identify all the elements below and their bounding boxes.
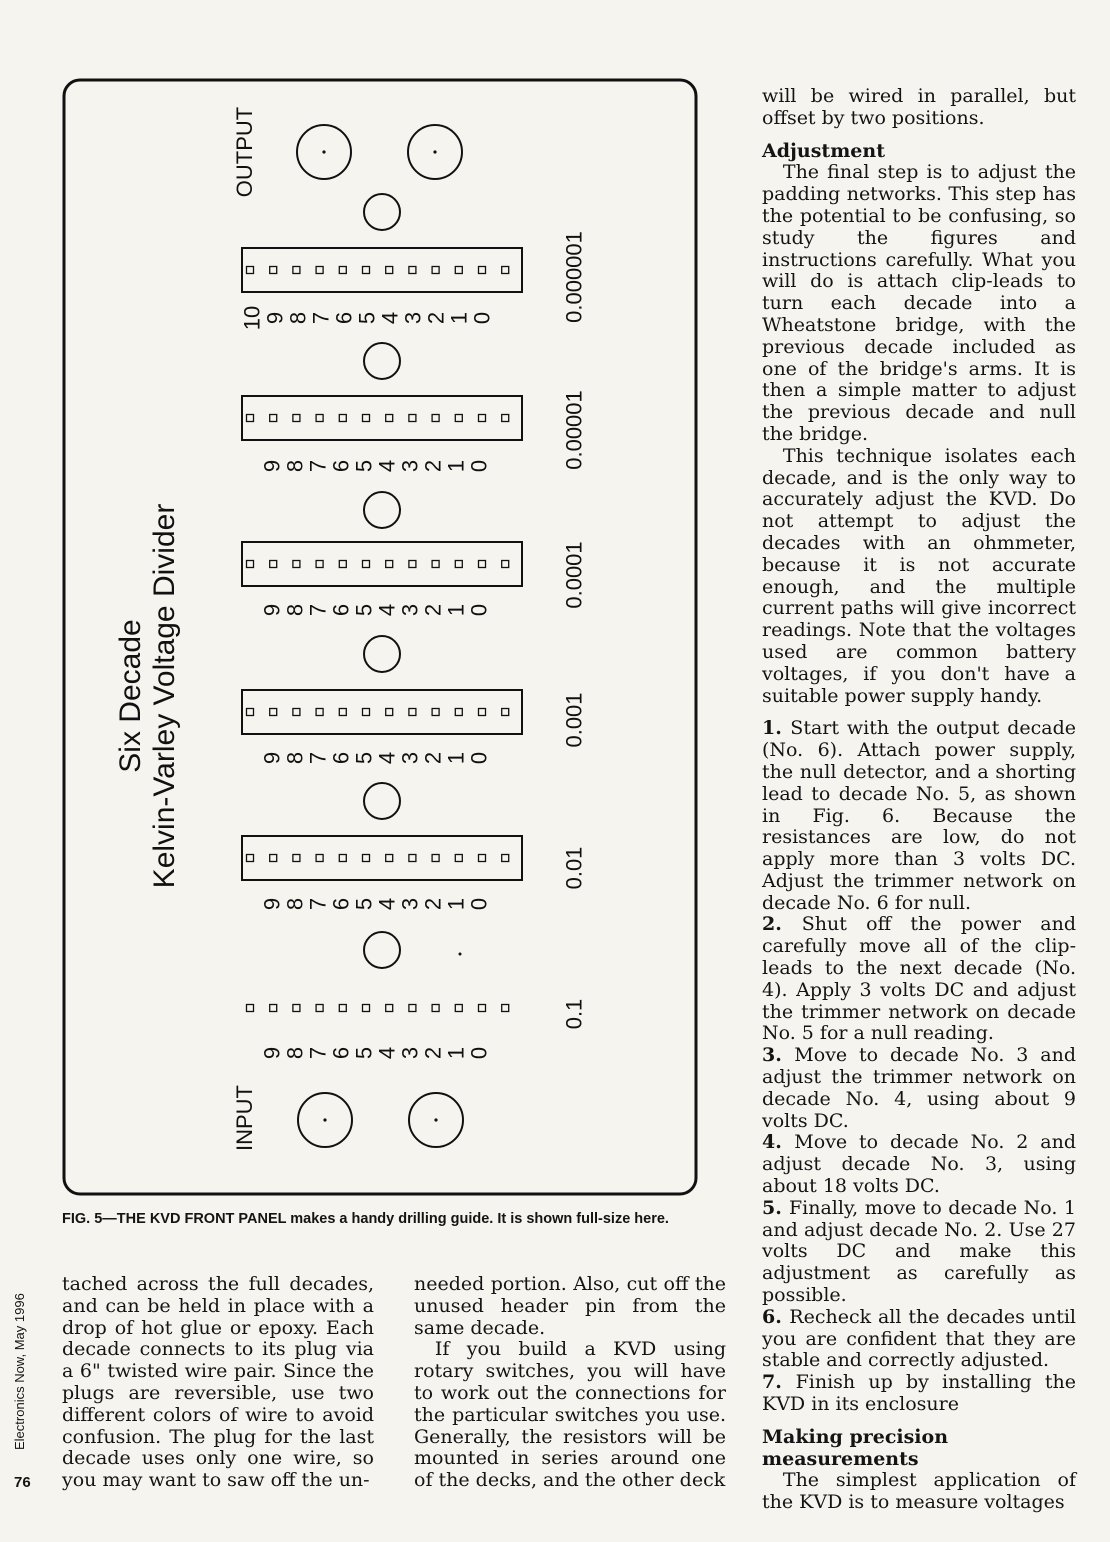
- header-pin: [363, 1005, 370, 1012]
- step-text: Finish up by installing the KVD in its enclosure: [762, 1371, 1076, 1416]
- header-pin: [339, 561, 346, 568]
- dial-number: 3: [400, 311, 426, 325]
- header-pin: [316, 1005, 323, 1012]
- dial-number: 1: [443, 603, 469, 617]
- dial-number: 1: [443, 751, 469, 765]
- header-pin: [432, 709, 439, 716]
- header-pin: [247, 855, 254, 862]
- dial-number: 9: [259, 603, 285, 617]
- dial-number: 2: [420, 1046, 446, 1060]
- dial-number: 8: [282, 897, 308, 911]
- header-pin: [247, 415, 254, 422]
- dial-number: 7: [305, 1046, 331, 1060]
- decade-labels: [562, 231, 587, 1029]
- dial-number: 7: [308, 311, 334, 325]
- header-pin: [409, 267, 416, 274]
- header-pin: [270, 1005, 277, 1012]
- dial-number: 7: [305, 897, 331, 911]
- dial-number: 1: [443, 897, 469, 911]
- dial-number: 8: [282, 603, 308, 617]
- header-pin: [363, 561, 370, 568]
- header-pin: [386, 267, 393, 274]
- header-pin: [316, 709, 323, 716]
- dial-number: 2: [420, 897, 446, 911]
- dial-number: 7: [305, 751, 331, 765]
- header-pin: [293, 709, 300, 716]
- header-pin: [455, 267, 462, 274]
- step-text: Finally, move to decade No. 1 and adjust decade No. 2. Use 27 volts DC and make this adjustment as carefully as possible.: [762, 1196, 1077, 1307]
- dial-number: 0: [466, 897, 492, 911]
- header-pin: [270, 855, 277, 862]
- panel-title-line2: Kelvin-Varley Voltage Divider: [148, 503, 181, 889]
- dial-number: 4: [374, 751, 400, 765]
- header-pin: [409, 709, 416, 716]
- header-pin: [386, 855, 393, 862]
- dial-number: 1: [446, 311, 472, 325]
- header-pin: [409, 415, 416, 422]
- dial-number: 8: [282, 459, 308, 473]
- header-pin: [432, 1005, 439, 1012]
- header-pin: [316, 415, 323, 422]
- header-pin: [455, 855, 462, 862]
- header-pin: [363, 415, 370, 422]
- dial-number: 8: [282, 1046, 308, 1060]
- output-jack-left: [297, 125, 351, 179]
- adjustment-step: [762, 1198, 1076, 1307]
- header-pin: [247, 267, 254, 274]
- front-panel-figure: [62, 78, 698, 1196]
- column-3: [762, 86, 1076, 1514]
- col1-paragraph: tached across the full decades, and can be held in place with a drop of hot glue or epoxy. Each decade connects to its plug via a 6" twisted wire pair. Since the plugs are reversible, use two different colors of wire to avoid confusion. The plug for the last decade uses only one wire, so you may want to saw off the un-: [62, 1273, 374, 1492]
- dial-number: 5: [351, 1046, 377, 1060]
- header-pin: [339, 1005, 346, 1012]
- col3-paragraph-3: The simplest application of the KVD is to measure voltages: [762, 1469, 1076, 1514]
- dial-number: 6: [328, 1046, 354, 1060]
- header-pin: [293, 267, 300, 274]
- decade-value-label: 0.0001: [561, 541, 587, 609]
- adjustment-step: [762, 1045, 1076, 1132]
- header-strip-2: [242, 836, 522, 880]
- dial-numbers: [240, 306, 495, 1059]
- dial-number: 0: [466, 751, 492, 765]
- decade-hole: [364, 194, 400, 230]
- dial-number: 4: [377, 311, 403, 325]
- step-number: 5.: [762, 1196, 789, 1219]
- dial-number: 3: [397, 751, 423, 765]
- step-text: Recheck all the decades until you are confident that they are stable and correctly adjusted.: [762, 1305, 1076, 1372]
- header-pin: [409, 561, 416, 568]
- decade-hole: [364, 783, 400, 819]
- col2-paragraph-2: If you build a KVD using rotary switches, you will have to work out the connections for the particular switches you use. Generally, the resistors will be mounted in series around one of the decks, and the other deck: [414, 1338, 726, 1492]
- adjustment-step: [762, 718, 1076, 914]
- decade-hole: [364, 492, 400, 528]
- header-pin: [386, 415, 393, 422]
- col3-paragraph-0: will be wired in parallel, but offset by two positions.: [762, 85, 1076, 129]
- header-pin: [502, 415, 509, 422]
- header-strip-6: [242, 248, 522, 292]
- dial-number: 7: [305, 459, 331, 473]
- decade-value-label: 0.01: [561, 846, 587, 890]
- header-pin: [432, 415, 439, 422]
- header-pin: [270, 415, 277, 422]
- dial-number: 6: [328, 751, 354, 765]
- header-pin: [455, 561, 462, 568]
- col3-paragraph-1: The final step is to adjust the padding networks. This step has the potential to be confusing, so study the figures and instructions carefully. What you will do is attach clip-leads to turn each decade into a Wheatstone bridge, with the previous decade included as one of the bridge's arms. It is then a simple matter to adjust the previous decade and null the bridge.: [762, 161, 1076, 445]
- dial-number: 5: [351, 751, 377, 765]
- header-pin: [479, 267, 486, 274]
- dial-number: 6: [328, 603, 354, 617]
- dial-number: 9: [262, 311, 288, 325]
- header-pin: [247, 561, 254, 568]
- dial-number: 9: [259, 1046, 285, 1060]
- step-text: Move to decade No. 2 and adjust decade No. 3, using about 18 volts DC.: [762, 1131, 1077, 1198]
- header-pin: [363, 267, 370, 274]
- header-pin: [479, 1005, 486, 1012]
- dial-number: 7: [305, 603, 331, 617]
- dial-number: 0: [466, 603, 492, 617]
- adjustment-steps: [762, 718, 1076, 1416]
- dial-number: 1: [443, 459, 469, 473]
- panel-title-line1: Six Decade: [114, 619, 147, 773]
- header-pin: [502, 1005, 509, 1012]
- header-pin: [386, 709, 393, 716]
- header-pin: [316, 855, 323, 862]
- step-number: 7.: [762, 1371, 796, 1394]
- dial-number: 4: [374, 897, 400, 911]
- heading-measurements: Making precision measurements: [762, 1425, 949, 1470]
- dial-number: 8: [285, 311, 311, 325]
- dial-number: 6: [328, 897, 354, 911]
- step-number: 3.: [762, 1044, 795, 1067]
- header-pin: [479, 709, 486, 716]
- step-number: 4.: [762, 1131, 795, 1154]
- header-pin: [270, 561, 277, 568]
- dial-number: 10: [239, 305, 265, 331]
- header-pin: [502, 267, 509, 274]
- dial-number: 4: [374, 459, 400, 473]
- dial-number: 5: [351, 603, 377, 617]
- header-pin: [502, 561, 509, 568]
- dial-number: 3: [397, 603, 423, 617]
- header-pin: [409, 855, 416, 862]
- header-pin: [293, 855, 300, 862]
- dial-number: 5: [351, 897, 377, 911]
- header-pin: [270, 709, 277, 716]
- header-pin: [293, 561, 300, 568]
- dial-number: 1: [443, 1046, 469, 1060]
- dial-number: 9: [259, 751, 285, 765]
- dial-number: 5: [351, 459, 377, 473]
- alignment-dot: [459, 953, 462, 956]
- header-pin: [293, 415, 300, 422]
- dial-number: 8: [282, 751, 308, 765]
- adjustment-step: [762, 1372, 1076, 1416]
- header-pin: [455, 709, 462, 716]
- step-text: Move to decade No. 3 and adjust the trimmer network on decade No. 4, using about 9 volts DC.: [762, 1044, 1077, 1132]
- output-jack-right: [408, 125, 462, 179]
- header-pin: [432, 561, 439, 568]
- header-pin: [386, 561, 393, 568]
- dial-number: 3: [397, 897, 423, 911]
- header-pin: [339, 415, 346, 422]
- header-pin: [502, 855, 509, 862]
- step-number: 1.: [762, 717, 791, 740]
- dial-number: 0: [466, 1046, 492, 1060]
- step-number: 6.: [762, 1305, 790, 1328]
- adjustment-step: [762, 1132, 1076, 1197]
- dial-number: 2: [420, 751, 446, 765]
- dial-number: 0: [466, 459, 492, 473]
- heading-adjustment: Adjustment: [762, 139, 885, 162]
- decade-value-label: 0.00001: [561, 390, 587, 470]
- header-pin: [479, 561, 486, 568]
- decade-hole: [364, 636, 400, 672]
- header-pin: [247, 1005, 254, 1012]
- output-label: OUTPUT: [232, 106, 257, 198]
- header-pin: [339, 709, 346, 716]
- header-pin: [316, 267, 323, 274]
- input-label: INPUT: [232, 1085, 257, 1151]
- dial-number: 5: [354, 311, 380, 325]
- adjustment-step: [762, 1307, 1076, 1372]
- header-pin: [270, 267, 277, 274]
- dial-number: 9: [259, 459, 285, 473]
- header-pin: [363, 709, 370, 716]
- header-pin: [455, 415, 462, 422]
- dial-number: 3: [397, 459, 423, 473]
- col3-paragraph-2: This technique isolates each decade, and is the only way to accurately adjust the KVD. Do not attempt to adjust the decades with an ohmmeter, because it is not accurate enough, and the multiple current paths will give incorrect readings. Note that the voltages used are common battery voltages, if you don't have a suitable power supply handy.: [762, 444, 1076, 707]
- header-strip-4: [242, 542, 522, 586]
- dial-number: 4: [374, 1046, 400, 1060]
- step-text: Shut off the power and carefully move all of the clip-leads to the next decade (No. 4). Apply 3 volts DC and adjust the trimmer network on decade No. 5 for a null reading.: [762, 913, 1076, 1045]
- header-pin: [339, 855, 346, 862]
- header-pin: [479, 415, 486, 422]
- header-pin: [432, 267, 439, 274]
- header-pin: [339, 267, 346, 274]
- dial-number: 9: [259, 897, 285, 911]
- input-jack-left: [298, 1093, 352, 1147]
- header-pin: [479, 855, 486, 862]
- dial-number: 6: [331, 311, 357, 325]
- adjustment-step: [762, 914, 1076, 1045]
- header-pin: [409, 1005, 416, 1012]
- page-number: 76: [14, 1474, 31, 1491]
- decade-value-label: 0.001: [561, 692, 587, 748]
- header-pin: [386, 1005, 393, 1012]
- figure-caption: FIG. 5—THE KVD FRONT PANEL makes a handy drilling guide. It is shown full-size here.: [62, 1211, 669, 1227]
- step-number: 2.: [762, 913, 802, 936]
- header-pin: [247, 709, 254, 716]
- header-pin: [455, 1005, 462, 1012]
- dial-number: 2: [420, 603, 446, 617]
- header-pin: [293, 1005, 300, 1012]
- running-footer: Electronics Now, May 1996: [12, 1293, 27, 1450]
- header-strip-3: [242, 690, 522, 734]
- decade-hole: [364, 932, 400, 968]
- dial-number: 6: [328, 459, 354, 473]
- decade-hole: [364, 343, 400, 379]
- step-text: Start with the output decade (No. 6). Attach power supply, the null detector, and a shorting lead to decade No. 5, as shown in Fig. 6. Because the resistances are low, do not apply more than 3 volts DC. Adjust the trimmer network on decade No. 6 for null.: [762, 717, 1076, 914]
- dial-number: 3: [397, 1046, 423, 1060]
- dial-number: 4: [374, 603, 400, 617]
- decade-value-label: 0.000001: [561, 231, 587, 323]
- input-jack-right: [409, 1093, 463, 1147]
- column-2: [414, 1274, 726, 1492]
- dial-number: 2: [423, 311, 449, 325]
- dial-number: 2: [420, 459, 446, 473]
- decade-value-label: 0.1: [561, 998, 587, 1030]
- header-pin: [502, 709, 509, 716]
- column-1: [62, 1274, 374, 1492]
- header-pin: [316, 561, 323, 568]
- header-pin: [432, 855, 439, 862]
- dial-number: 0: [469, 311, 495, 325]
- header-strip-5: [242, 396, 522, 440]
- header-pin: [363, 855, 370, 862]
- col2-paragraph-1: needed portion. Also, cut off the unused header pin from the same decade.: [414, 1273, 726, 1339]
